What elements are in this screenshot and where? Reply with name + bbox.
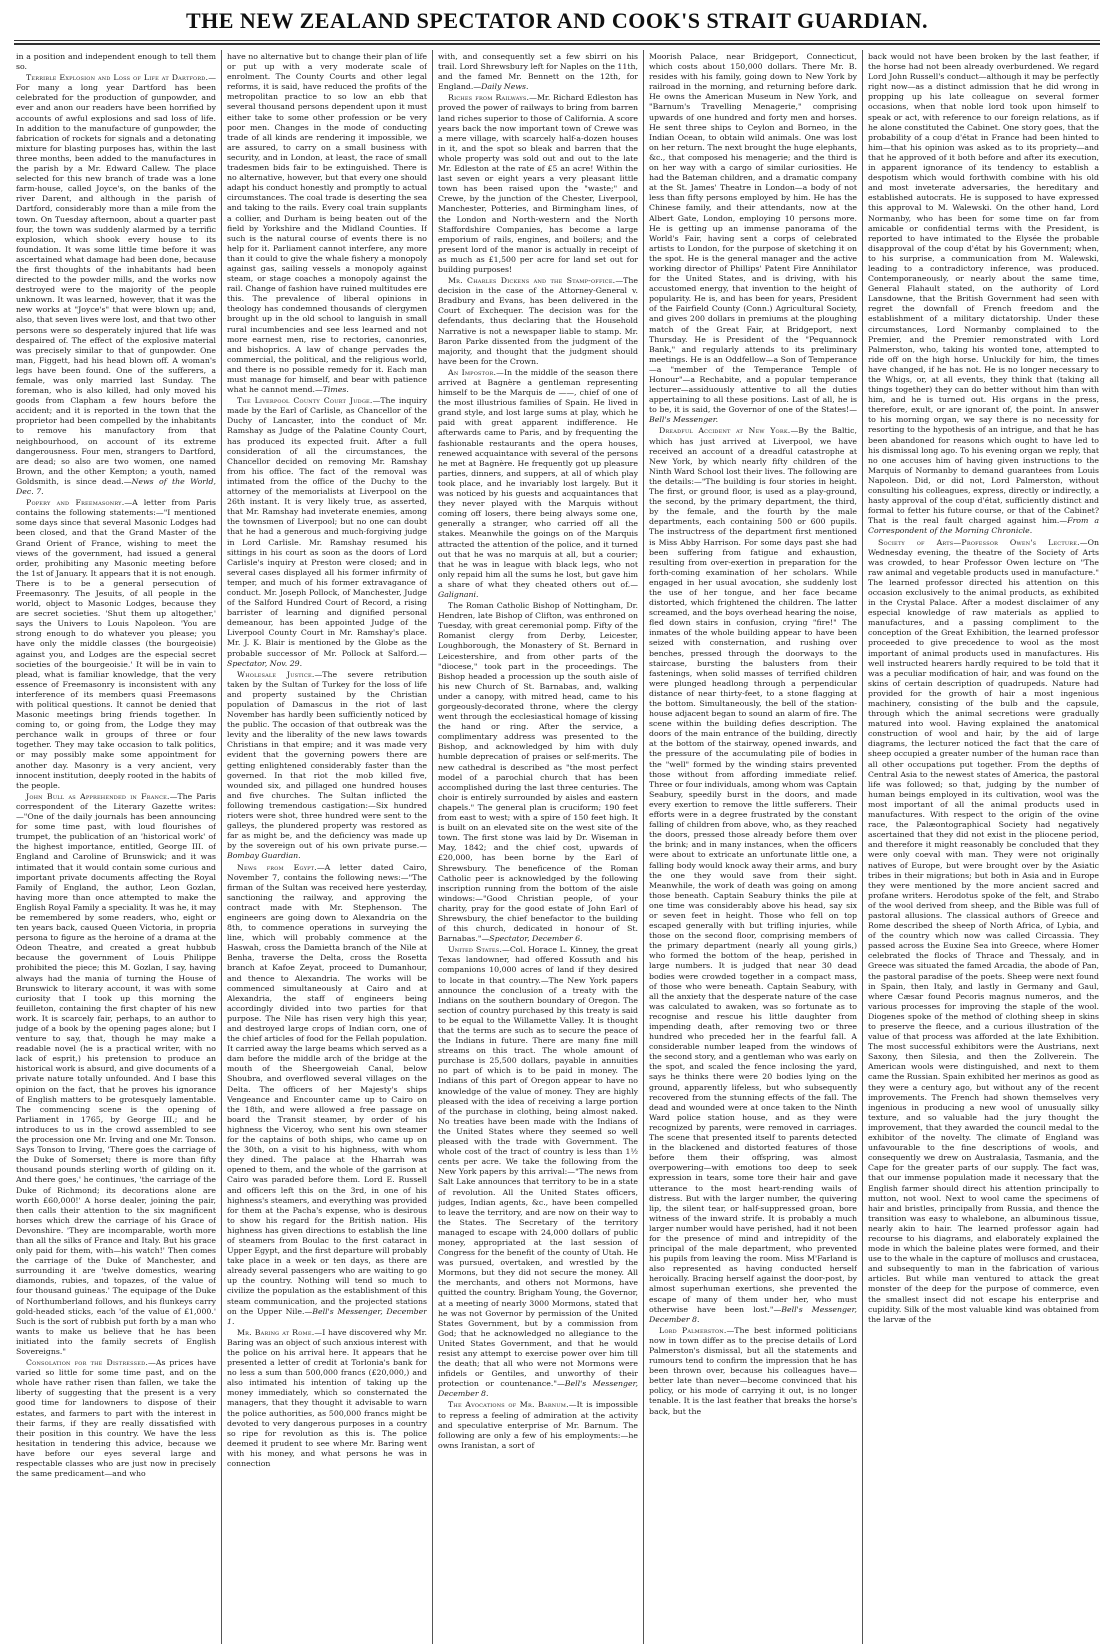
article-text: —The Paris correspondent of the Literary Gazette writes:—"One of the daily journals has been announcing for some time past, with loud flourishes of trumpet, the publication of an 'historical work' of the highest importance, entitled, George III. of England and Caroline of Brunswick; and it was intimated that it would contain some curious and important private documents affecting the Royal Family of England, the author, Leon Gozlan, having more than once attempted to make the English Royal Family a speciality. It was he, it may be remembered by some readers, who, eight or ten years back, caused Queen Victoria, in propria persona to figure as the heroine of a drama at the Odeon Theatre, and created a great hubbub because the government of Louis Philippe prohibited the piece; this M. Gozlan, I say, having always had the mania of turning the House of Brunswick to literary account, it was with some curiosity that I took up this morning the feuilleton, containing the first chapter of his new work. It is scarcely fair, perhaps, to an author to judge of a book by the opening pages alone; but I venture to say, that, though he may make a readable novel (he is a practical writer, with no lack of esprit,) his pretension to produce an historical work is absurd, and give documents of a private nature totally unfounded. And I base this opinion on the fact, that he proves his ignorance of English matters to be grotesquely lamentable. The commencing scene is the opening of Parliament in 1765, by George III.; and he introduces to us in the crowd assembled to see the procession one Mr. Irving and one Mr. Tonson. Says Tonson to Irving, 'There goes the carriage of the Duke of Somerset; there is more than fifty thousand pounds sterling worth of gilding on it. And there goes,' he continues, 'the carriage of the Duke of Richmond; its decorations alone are worth £60,000!' A horse dealer, joining the pair, then calls their attention to the six magnificent horses which drew the carriage of his Grace of Devonshire. 'They are incomparable, worth more than all the silks of France and Italy. But his grace only paid for them, with—his watch!' Then comes the carriage of the Duke of Manchester, and surrounding it are 'twelve domestics, wearing diamonds, rubies, and topazes, of the value of four thousand guineas.' The equipage of the Duke of Northumberland follows, and his flunkeys carry gold-headed sticks, each 'of the value of £1,000.' Such is the sort of rubbish put forth by a man who wants to make us believe that he has been initiated into the family secrets of English Sovereigns." xyxy=(16,791,216,1356)
article-heading: Mr. Charles Dickens and the Stamp-office. xyxy=(448,276,616,286)
article-text: Moorish Palace, near Bridgeport, Connecticut, which costs about 150,000 dollars. There Mr. B. resides with his family, going down to New York by railroad in the morning, and returning before dark. He owns the American Museum in New York, and "Barnum's Travelling Menagerie," comprising upwards of one hundred and forty men and horses. He sent three ships to Ceylon and Borneo, in the Indian Ocean, to obtain wild animals. One was lost on her return. The next brought the huge elephants, &c., that composed his menagerie; and the third is on her way with a cargo of similar curiosities. He had the Bateman children, and a dramatic company at the St. James' Theatre in London—a body of not less than fifty persons employed by him. He has the Chinese family, and their attendants, now at the Albert Gate, London, employing 10 persons more. He is getting up an immense panorama of the World's Fair, having sent a corps of celebrated artists to London, for the purpose of sketching it on the spot. He is the general manager and the active working director of Phillips' Patent Fire Annihilator for the United States, and is driving, with his accustomed energy, that invention to the height of popularity. He is, and has been for years, President of the Fairfield County (Conn.) Agricultural Society, and gives 200 dollars in premiums at the ploughing match of the Great Fair, at Bridgeport, next Thursday. He is President of the "Pequannock Bank," and regularly attends to its preliminary meetings. He is an Oddfellow—a Son of Temperance—a "member of the Temperance Temple of Honour"—a Rechabite, and a popular temperance lecturer—assiduously attentive to all the duties appertaining to all these positions. Last of all, he is to be, it is said, the Governor of one of the States! xyxy=(649,52,857,415)
article-source: —Spectator, Nov. 29. xyxy=(227,648,427,668)
article-text: have no alternative but to change their plan of life or put up with a very moderate scale of enrolment. The County Courts and other legal reforms, it is said, have reduced the profits of the metropolitan practice to so low an ebb that several thousand persons dependent upon it must either take to some other profession or be very poor men. Changes in the mode of conducting trade of all kinds are rendering it impossible, we are assured, to carry on a small business with security, and in London, at least, the race of small tradesmen bids fair to be extinguished. There is no alternative, however, but that every one should adapt his conduct honestly and promptly to actual circumstances. The coal trade is deserting the sea and taking to the rails. Every coal train supplants a collier, and Durham is being beaten out of the field by Yorkshire and the Midland Counties. If such is the natural course of events there is no help for it. Parliament cannot interfere, any more than it could to give the whale fishery a monopoly against gas, sailing vessels a monopoly against steam, or stage coaches a monopoly against the rail. Change of fashion have ruined multitudes ere this. The prevalence of liberal opinions in theology has condemned thousands of clergymen brought up in the old school to languish in small rural incumbencies and see less learned and not more earnest men, rise to rectories, canonries, and bishoprics. A law of change pervades the commercial, the political, and the religious world, and there is no possible remedy for it. Each man must manage for himself, and bear with patience what he cannot mend. xyxy=(227,52,427,395)
article-paragraph xyxy=(16,792,216,1357)
article-paragraph xyxy=(438,1400,638,1450)
article-heading: Consolation for the Distressed. xyxy=(26,1358,149,1368)
article-text: —In the middle of the season there arrived at Bagnère a gentleman representing himself to be the Marquis de ——, chief of one of the most illustrious families of Spain. He lived in grand style, and lost large sums at play, which he paid with great apparent indifference. He afterwards came to Paris, and by frequenting the fashionable restaurants and the opera houses, renewed acquaintance with several of the persons he met at Bagnère. He frequently got up pleasure parties, dinners, and suppers, at all of which play took place, and he invariably lost largely. But it was noticed by his guests and acquaintances that they never played with the Marquis without coming off losers, there being always some one, generally a stranger, who carried off all the stakes. Meanwhile the goings on of the Marquis attracted the attention of the police, and it turned out that he was no marquis at all, but a courier; that he was in league with black legs, who not only repaid him all the sums he lost, but gave him a share of what they cheated others out of. xyxy=(438,367,638,589)
article-heading: Terrible Explosion and Loss of Life at Dartford. xyxy=(26,73,209,83)
article-paragraph xyxy=(868,538,1099,1325)
article-text: —As prices have varied so little for some time past, and on the whole have rather risen than fallen, we take the liberty of suggesting that the present is a very good time for landowners to dispose of their estates, and farmers to part with the interest in their farms, if they are really dissatisfied with their position in this country. We have the less hesitation in tendering this advice, because we have before our eyes several large and respectable classes who are just now in precisely the same predicament—and who xyxy=(16,1358,216,1479)
article-paragraph xyxy=(438,93,638,275)
article-text: The Roman Catholic Bishop of Nottingham, Dr. Hendren, late Bishop of Clifton, was enthroned on Tuesday, with great ceremonial pomp. Fifty of the Romanist clergy from Derby, Leicester, Loughborough, the Monastery of St. Bernard in Leicestershire, and from other parts of the "diocese," took part in the proceedings. The Bishop headed a procession up the south aisle of his new Church of St. Barnabas, and, walking under a canopy, with mitred head, came to his gorgeously-decorated throne, where the clergy went through the ecclesiastical homage of kissing the hand or ring. After the service, a complimentary address was presented to the Bishop, and acknowledged by him with duly humble deprecation of praises or self-merits. The new cathedral is described as "the most perfect model of a parochial church that has been accomplished during the last three centuries. The choir is entirely surrounded by aisles and eastern chapels." The general plan is cruciform; 190 feet from east to west; with a spire of 150 feet high. It is built on an elevated site on the west site of the town. The first stone was laid by Dr. Wiseman in May, 1842; and the chief cost, upwards of £20,000, has been borne by the Earl of Shrewsbury. The beneficence of the Roman Catholic peer is acknowledged by the following inscription running from the bottom of the aisle windows:—"Good Christian people, of your charity, pray for the good estate of John Earl of Shrewsbury, the chief benefactor to the building of this church, dedicated in honour of St. Barnabas." xyxy=(438,601,638,944)
masthead-rule-bottom xyxy=(14,43,1100,45)
article-paragraph xyxy=(227,52,427,395)
article-text: —The decision in the case of the Attorney-General v. Bradbury and Evans, has been delivered in the Court of Exchequer. The decision was for the defendants, thus declaring that the Household Narrative is not a newspaper liable to stamp. Mr. Baron Parke dissented from the judgment of the majority, and thought that the judgment should have been for the Crown. xyxy=(438,276,638,366)
column-2 xyxy=(227,52,427,1644)
article-text: —On Wednesday evening, the theatre of the Society of Arts was crowded, to hear Professor Owen lecture on "The raw animal and vegetable products used in manufacture." The learned professor directed his attention on this occasion exclusively to the animal products, as exhibited in the Crystal Palace. After a modest disclaimer of any especial knowledge of raw materials as applied to manufactures, and a passing compliment to the conception of the Great Exhibition, the learned professor proceeded to give precedence to wool as the most important of animal products used in manufactures. His well instructed hearers hardly required to be told that it was a peculiar modification of hair, and was found on the skins of certain description of quadrupeds. Nature had provided for the growth of hair a most ingenious machinery, consisting of the bulb and the capsule, through which the animal secretions were gradually matured into wool. Having explained the anatomical construction of wool and hair, by the aid of large diagrams, the lecturer noticed the fact that the care of sheep occupied a greater number of the human race than all other occupations put together. From the depths of Central Asia to the newest states of America, the pastoral life was followed; so that, judging by the number of human beings employed in its cultivation, wool was the most important of all the animal products used in manufactures. With respect to the origin of the ovine race, the Palæontographical Society had negatively ascertained that they did not exist in the pliocene period, and therefore it might reasonably be concluded that they were only coeval with man. They were not originally natives of Europe, but were brought over by the Asiatic tribes in their migrations; but both in Asia and in Europe they were mentioned by the more ancient sacred and profane writers. Herodotus spoke of the felt, and Strabo of the wool derived from sheep, and the Bible was full of pastoral allusions. The classical authors of Greece and Rome described the sheep of North Africa, of Lybia, and of the country which now was called Circassia. They passed across the Euxine Sea into Greece, where Homer celebrated the flocks of Thrace and Thessaly, and in Greece was situated the famed Arcadia, the abode of Pan, the pastoral paradise of the poets. Sheep were next found in Spain, then Italy, and lastly in Germany and Gaul, where Cæsar found Pecoris magnus numeros, and the various processes for improving the staple of the wool. Diogenes spoke of the method of clothing sheep in skins to preserve the fleece, and a curious illustration of the value of that process was afforded at the late Exhibition. The most successful exhibitors were the Austrians, next Saxony, then Silesia, and then the Zollverein. The American wools were distinguished, and next to them came the Russian. Spain exhibited her merinos as good as they were a century ago, but without any of the recent improvements. The French had shown themselves very ingenious in producing a new wool of unusually silky texture, and so valuable had the jury thought the improvement, that they awarded the council medal to the exhibitor of the novelty. The climate of England was unfavourable to the fine descriptions of wools, and consequently we drew on Australasia, Tasmania, and the Cape for the greater parts of our supply. The fact was, that our immense population made it necessary that the English farmer should direct his attention principally to mutton, not wool. Next to wool came the specimens of hair and bristles, principally from Russia, and thence the transition was easy to whalebone, an albuminous tissue, nearly akin to hair. The learned professor again had recourse to his diagrams, and elaborately explained the mode in which the baleine plates were formed, and their use to the whale in the capture of molluscs and crustacea, and subsequently to man in the fabrication of various articles. But while man ventured to attack the great monster of the deep for the purpose of commerce, even the smallest insect did not escape his enterprise and cupidity. Silk of the most valuable kind was obtained from the larvæ of the xyxy=(868,537,1099,1324)
article-heading: John Bull as Apprehended in France. xyxy=(26,791,170,801)
article-heading: United States. xyxy=(448,945,503,955)
article-text: in a position and independent enough to tell them so. xyxy=(16,52,216,72)
article-heading: Dreadful Accident at New York. xyxy=(659,426,791,436)
article-heading: The Liverpool County Court Judge. xyxy=(237,396,373,406)
article-source: —Galignani. xyxy=(438,579,638,599)
article-text: —For many a long year Dartford has been celebrated for the production of gunpowder, and ever and anon our readers have been horrified by accounts of awful explosions and sad loss of life. In addition to the manufacture of gunpowder, the fabrication of rockets for signals and a detonating mixture for blasting purposes has, within the last three months, been added to the manufactures in the parish by a Mr. Edward Callew. The place selected for this new branch of trade was a lone farm-house, called Joyce's, on the banks of the river Darent, and although in the parish of Dartford, considerably more than a mile from the town. On Tuesday afternoon, about a quarter past four, the town was suddenly alarmed by a terrific explosion, which shook every house to its foundation. It was some little time before it was ascertained what damage had been done, because the first thoughts of the inhabitants had been directed to the powder mills, and the works now destroyed were to the majority of the people unknown. It was learned, however, that it was the new works at "Joyce's" that were blown up; and, also, that seven lives were lost, and that two other persons were so desperately injured that life was despaired of. The effect of the explosive material was precisely similar to that of gunpowder. One man, Figgett, had his head blown off. A woman's legs have been found. One of the sufferers, a female, was only married last Sunday. The foreman, who is also killed, had only moved his goods from Clapham a few hours before the accident; and it is reported in the town that the proprietor had been compelled by the inhabitants to remove his manufactory from that neighbourhood, on account of its extreme dangerousness. Four men, strangers to Dartford, are dead; so also are two women, one named Brown, and the other Kempton; a youth, named Goldsmith, is since dead. xyxy=(16,73,216,486)
article-text: —I have discovered why Mr. Baring was an object of such anxious interest with the police on his arrival here. It appears that he presented a letter of credit at Torlonia's bank for no less a sum than 500,000 francs (£20,000,) and also intimated his intention of taking up the money immediately, which so consternated the managers, that they thought it advisable to warn the police authorities, as 500,000 francs might be devoted to very dangerous purposes in a country so ripe for revolution as this is. The police deemed it prudent to see where Mr. Baring went with his money, and what persons he was in connection xyxy=(227,1327,427,1469)
column-divider xyxy=(643,50,644,1644)
article-text: —Col. Horace L. Kinney, the great Texas landowner, had offered Kossuth and his companions 10,000 acres of land if they desired to locate in that country.—The New York papers announce the conclusion of a treaty with the Indians on the southern boundary of Oregon. The section of country purchased by this treaty is said to be equal to the Willamette Valley. It is thought that the terms are such as to secure the peace of the Indians in future. There are many fine mill streams on this tract. The whole amount of purchase is 25,500 dollars, payable in annuities no part of which is to be paid in money. The Indians of this part of Oregon appear to have no knowledge of the value of money. They are highly pleased with the idea of receiving a large portion of the purchase in clothing, being almost naked. No treaties have been made with the Indians of the United States where they seemed so well pleased with the trade with Government. The whole cost of the tract of country is less than 1½ cents per acre. We take the following from the New York papers by this arrival:—"The news from Salt Lake announces that territory to be in a state of revolution. All the United States officers, judges, Indian agents, &c., have been compelled to leave the territory, and are now on their way to the States. The Secretary of the territory managed to escape with 24,000 dollars of public money, appropriated at the last session of Congress for the benefit of the county of Utah. He was pursued, overtaken, and wrestled by the Mormons, but they did not secure the money. All the merchants, and others not Mormons, have quitted the country. Brigham Young, the Governor, at a meeting of nearly 3000 Mormons, stated that he was not Governor by permission of the United States Government, but by a commission from God; that he acknowledged no allegiance to the United States Government, and that he would resist any attempt to exercise power over him till the death; that all who were not Mormons were infidels or Gentiles, and unworthy of their protection or countenance." xyxy=(438,945,638,1389)
article-paragraph xyxy=(227,1328,427,1469)
article-source: —Spectator, December 6. xyxy=(481,934,583,944)
article-source: —Daily News. xyxy=(473,82,529,92)
article-source: —Bombay Guardian. xyxy=(227,841,427,861)
column-1 xyxy=(16,52,216,1644)
column-divider xyxy=(221,50,222,1644)
article-source: —From a Correspondent of the Morning Chronicle. xyxy=(868,516,1099,536)
article-heading: An Impostor. xyxy=(448,367,497,377)
column-4 xyxy=(649,52,857,1644)
article-paragraph xyxy=(438,945,638,1399)
article-heading: Society of Arts—Professor Owen's Lecture. xyxy=(878,537,1080,547)
article-paragraph xyxy=(438,601,638,944)
article-heading: Wholesale Justice. xyxy=(237,669,315,679)
article-text: —Mr. Richard Edleston has proved the power of railways to bring from barren land riches superior to those of California. A score years back the now important town of Crewe was a mere village, with scarcely half-a-dozen houses in it, and the spot so bleak and barren that the whole property was sold out and out to the late Mr. Edleston at the rate of £5 an acre! Within the last seven or eight years a very pleasant little town has been raised upon the "waste;" and Crewe, by the junction of the Chester, Liverpool, Manchester, Potteries, and Birmingham lines, of the London and North-western and the North Staffordshire Companies, has become a large emporium of rails, engines, and boilers; and the present lord of the manor is actually in receipt of as much as £1,500 per acre for land set out for building purposes! xyxy=(438,93,638,274)
article-paragraph xyxy=(649,426,857,1324)
masthead-title: THE NEW ZEALAND SPECTATOR AND COOK'S STRAIT GUARDIAN. xyxy=(185,8,929,33)
column-divider xyxy=(862,50,863,1644)
article-paragraph xyxy=(16,498,216,791)
article-heading: Popery and Freemasonry. xyxy=(26,498,125,508)
article-text: —The severe retribution taken by the Sultan of Turkey for the loss of life and property sustained by the Christian population of Damascus in the riot of last November has hardly been sufficiently noticed by the public. The occasion of that outbreak was the levity and the liberality of the new laws towards Christians in that empire; and it was made very evident that the governing powers there are getting enlightened considerably faster than the governed. In that riot the mob killed five, wounded six, and pillaged one hundred houses and five churches. The Sultan inflicted the following tremendous castigation:—Six hundred rioters were shot, three hundred were sent to the galleys, the plundered property was restored as far as might be, and the deficiency was made up by the sovereign out of his own private purse. xyxy=(227,669,427,851)
article-text: —A letter dated Cairo, November 7, contains the following news:—"The firman of the Sultan was received here yesterday, sanctioning the railway, and approving the contract made with Mr. Stephenson. The engineers are going down to Alexandria on the 8th, to commence operations in surveying the line, which will probably commence at the Haswah, cross the Damietta branch of the Nile at Benha, traverse the Delta, cross the Rosetta branch at Kafoe Zeyat, proceed to Dumanhour, and thence to Alexandria. The works will be commenced simultaneously at Cairo and at Alexandria, the staff of engineers being accordingly divided into two parties for that purpose. The Nile has risen very high this year, and destroyed large crops of Indian corn, one of the chief articles of food for the Fellah population. It carried away the large beams which served as a dam before the middle arch of the bridge at the mouth of the Sheergoweiah Canal, below Shoubra, and overflowed several villages on the Delta. The officers of her Majesty's ships Vengeance and Encounter came up to Cairo on the 18th, and were allowed a free passage on board the Transit steamer, by order of his highness the Viceroy, who sent his own steamer for the captains of both ships, who came up on the 30th, on a visit to his highness, with whom they dined. The palace at the Hharrah was opened to them, and the whole of the garrison at Cairo was paraded before them. Lord E. Russell and officers left this on the 3rd, in one of his highness's steamers, and everything was provided for them at the Pacha's expense, who is desirous to show his regard for the British nation. His highness has given directions to establish the line of steamers from Boulac to the first cataract in Upper Egypt, and the first departure will probably take place in a week or ten days, as there are already several passengers who are waiting to go up the country. Nothing will tend so much to civilize the population as the establishment of this steam communication, and the projected stations on the Upper Nile. xyxy=(227,862,427,1316)
article-paragraph xyxy=(649,52,857,425)
article-paragraph xyxy=(438,368,638,600)
article-paragraph xyxy=(227,396,427,669)
article-paragraph xyxy=(16,52,216,72)
article-text: —By the Baltic, which has just arrived at Liverpool, we have received an account of a dreadful catastrophe at New York, by which nearly fifty children of the Ninth Ward School lost their lives. The following are the details:—"The building is four stories in height. The first, or ground floor, is used as a play-ground, the second, by the primary department, the third, by the female, and the fourth by the male departments, each containing 500 or 600 pupils. The instructress of the department first mentioned is Miss Abby Harrison. For some days past she had been suffering from fatigue and exhaustion, resulting from over-exertion in preparation for the forth-coming examination of her scholars. While engaged in her usual avocation, she suddenly lost the use of her tongue, and her face became distorted, which frightened the children. The latter screamed, and the boys overhead hearing the noise, fled down stairs in confusion, crying "fire!" The inmates of the whole building appear to have been seized with consternation, and rushing over benches, pressed through the doorways to the staircase, bursting the balusters from their fastenings, when solid masses of terrified children were plunged headlong through a perpendicular distance of near thirty-feet, to a stone flagging at the bottom. Simultaneously, the bell of the station-house adjacent began to sound an alarm of fire. The scene within the building defies description. The doors of the main entrance of the building, directly at the bottom of the stairway, opened inwards, and the pressure of the accumulating pile of bodies in the "well" formed by the winding stairs prevented those without from affording immediate relief. Three or four individuals, among whom was Captain Seabury, speedily burst in the doors, and made every exertion to remove the little sufferers. Their efforts were in a degree frustrated by the constant falling of children from above, who, as they reached the doors, pressed those already before them over the brink; and in many instances, when the officers were about to extricate an unfortunate little one, a falling body would knock away their arms, and bury the one they would save from their sight. Meanwhile, the work of death was going on among those beneath. Captain Seabury thinks the pile at one time was considerably above his head, say six or seven feet in height. Those who fell on top escaped generally with but trifling injuries, while those on the second floor, comprising members of the primary department (nearly all young girls,) who formed the bottom of the heap, perished in large numbers. It is judged that near 30 dead bodies were crowded together in a compact mass, of those who were beneath. Captain Seabury, with all the anxiety that the desperate nature of the case was calculated to awaken, was so fortunate as to recognise and rescue his little daughter from impending death, after removing two or three hundred who preceded her in the fearful fall. A considerable number leaped from the windows of the second story, and a gentleman who was early on the spot, and scaled the fence inclosing the yard, says he thinks there were 20 bodies lying on the ground, apparently lifeless, but who subsequently recovered from the stunning effects of the fall. The dead and wounded were at once taken to the Ninth Ward police station house, and as they were recognized by parents, were removed in carriages. The scene that presented itself to parents detected in the blackened and distorted features of those before them their offspring, was almost overpowering—with emotions too deep to seek expression in tears, some tore their hair and gave utterance to the most heart-rending wails of distress. But with the larger number, the quivering lip, the silent tear, or half-suppressed groan, bore witness of the inward strife. It is probably a much larger number would have perished, had it not been for the presence of mind and intrepidity of the principal of the male department, who prevented his pupils from leaving the room. Miss M'Farland is also represented as having conducted herself heroically. Bracing herself against the door-post, by almost superhuman exertions, she prevented the escape of many of them under her, who must otherwise have been lost." xyxy=(649,426,857,1314)
article-heading: The Avocations of Mr. Barnum. xyxy=(448,1400,569,1410)
article-text: —It is impossible to repress a feeling of admiration at the activity and speculative enterprise of Mr. Barnum. The following are only a few of his employments:—he owns Iranistan, a sort of xyxy=(438,1400,638,1450)
article-source: —Bell's Messenger, December 1. xyxy=(227,1306,427,1326)
article-heading: News from Egypt. xyxy=(237,862,317,872)
article-heading: Riches from Railways. xyxy=(448,93,530,103)
article-text: —A letter from Paris contains the following statements:—"I mentioned some days since that several Masonic Lodges had been closed, and that the Grand Master of the Grand Orient of France, wishing to meet the views of the government, had issued a general order, prohibiting any Masonic meeting before the 1st of January. It appears that it is not enough. There is to be a general persecution of Freemasonry. The Jesuits, of all people in the world, object to Masonic Lodges, because they are secret societies. 'Shut them up altogether,' says the Univers to Louis Napoleon. 'You are strong enough to do whatever you please; you have only the middle classes (the bourgeoisie) against you, and Lodges are the especial secret societies of the bourgeoisie.' It will be in vain to plead, what is familiar knowledge, that the very essence of Freemasonry is inconsistent with any interference of its members quasi Freemasons with political questions. It cannot be denied that Masonic meetings bring friends together. In coming to, or going from, the Lodge they may perchance walk in groups of three or four together. They may take occasion to talk politics, or may possibly make some appointment for another day. Masonry is a very ancient, very innocent institution, deeply rooted in the habits of the people. xyxy=(16,498,216,790)
article-paragraph xyxy=(227,670,427,862)
column-3 xyxy=(438,52,638,1644)
article-paragraph xyxy=(227,863,427,1327)
article-text: —The inquiry made by the Earl of Carlisle, as Chancellor of the Duchy of Lancaster, into the conduct of Mr. Ramshay as Judge of the Palatine County Court, has produced its expected fruit. After a full consideration of all the circumstances, the Chancellor decided on removing Mr. Ramshay from his office. The fact of the removal was intimated from the office of the Duchy to the attorney of the memorialists at Liverpool on the 26th instant. It is very likely true, as asserted, that Mr. Ramshay had inveterate enemies, among the townsmen of Liverpool; but no one can doubt that he had a generous and much-forgiving judge in Lord Carlisle. Mr. Ramshay resumed his sittings in his court as soon as the doors of Lord Carlisle's inquiry at Preston were closed; and in several cases displayed all his former infirmity of temper, and much of his former extravagance of conduct. Mr. Joseph Pollock, of Manchester, Judge of the Salford Hundred Court of Record, a rising barrister of learning and dignified personal demeanour, has been appointed Judge of the Liverpool County Court in Mr. Ramshay's place. Mr. J. K. Blair is mentioned by the Globe as the probable successor of Mr. Pollock at Salford. xyxy=(227,396,427,658)
article-source: —Bell's Messenger, December 8. xyxy=(649,1304,857,1324)
column-5 xyxy=(868,52,1099,1644)
article-paragraph xyxy=(868,52,1099,537)
article-source: —Bell's Messenger, December 8. xyxy=(438,1379,638,1399)
article-paragraph xyxy=(16,73,216,497)
article-paragraph xyxy=(438,52,638,92)
article-heading: Lord Palmerston. xyxy=(659,1325,727,1335)
article-text: —The best informed politicians now in town differ as to the precise details of Lord Palmerston's dismissal, but all the statements and rumours tend to confirm the impression that he has been thrown over, because his colleagues have—better late than never—become convinced that his policy, or his mode of carrying it out, is no longer tenable. It is the last feather that breaks the horse's back, but the xyxy=(649,1325,857,1416)
column-divider xyxy=(432,50,433,1644)
article-paragraph xyxy=(16,1358,216,1479)
masthead-rule-top xyxy=(14,40,1100,41)
article-heading: Mr. Baring at Rome. xyxy=(237,1327,315,1337)
article-paragraph xyxy=(438,276,638,367)
article-text: back would not have been broken by the last feather, if the horse had not been already overburdened. We regard Lord John Russell's conduct—although it may be perfectly right now—as a distinct admission that he did wrong in propping up his late colleague on several former occasions, when that noble lord took upon himself to speak or act, with reference to our foreign relations, as if he alone constituted the Cabinet. One story goes, that the probability of a coup d'état in France had been hinted to him—that his opinion was asked as to its propriety—and that he approved of it both before and after its execution, in apparent ignorance of its tendency to establish a despotism which would forthwith combine with his old and most inveterate adversaries, the hereditary and established autocrats. He is supposed to have expressed this approval to M. Walewski. On the other hand, Lord Normanby, who has been for some time on far from amicable or confidential terms with the President, is reported to have intimated to the Elysée the probable disapproval of the coup d'état by his Government; when, to his surprise, a communication from M. Walewski, leading to a contradictory inference, was produced. Contemporaneously, or nearly about the same time, General Flahault stated, on the authority of Lord Lansdowne, that the British Government had seen with regret the downfall of French freedom and the establishment of a military dictatorship. Under these circumstances, Lord Normanby complained to the Premier, and the Premier remonstrated with Lord Palmerston, who, taking his wonted tone, attempted to ride off on the high horse. Unluckily for him, the times have changed, if he has not. He is no longer necessary to the Whigs, or, at all events, they think that (taking all things together) they can do better without him than with him, and he is turned out. His organs in the press, therefore, exult, or are ignorant of, the point. In answer to his morning organ, we say there is no necessity for resorting to the hypothesis of an intrigue, and that he has been abandoned for reasons which ought to have led to his dismissal long ago. To his evening organ we reply, that no one accuses him of having given instructions to the Marquis of Normanby to demand guarantees from Louis Napoleon. Did, or did not, Lord Palmerston, without consulting his colleagues, express, directly or indirectly, a hasty approval of the coup d'état, sufficiently distinct and formal to fetter his future course, or that of the Cabinet? That is the real fault charged against him. xyxy=(868,52,1099,526)
article-text: with, and consequently set a few sbirri on his trail. Lord Shrewsbury left for Naples on the 11th, and the famed Mr. Bennett on the 12th, for England. xyxy=(438,52,638,92)
article-paragraph xyxy=(649,1326,857,1417)
article-source: —Times. xyxy=(314,385,349,395)
article-source: —News of the World, Dec. 7. xyxy=(16,476,216,497)
article-source: —Bell's Messenger. xyxy=(649,405,857,425)
